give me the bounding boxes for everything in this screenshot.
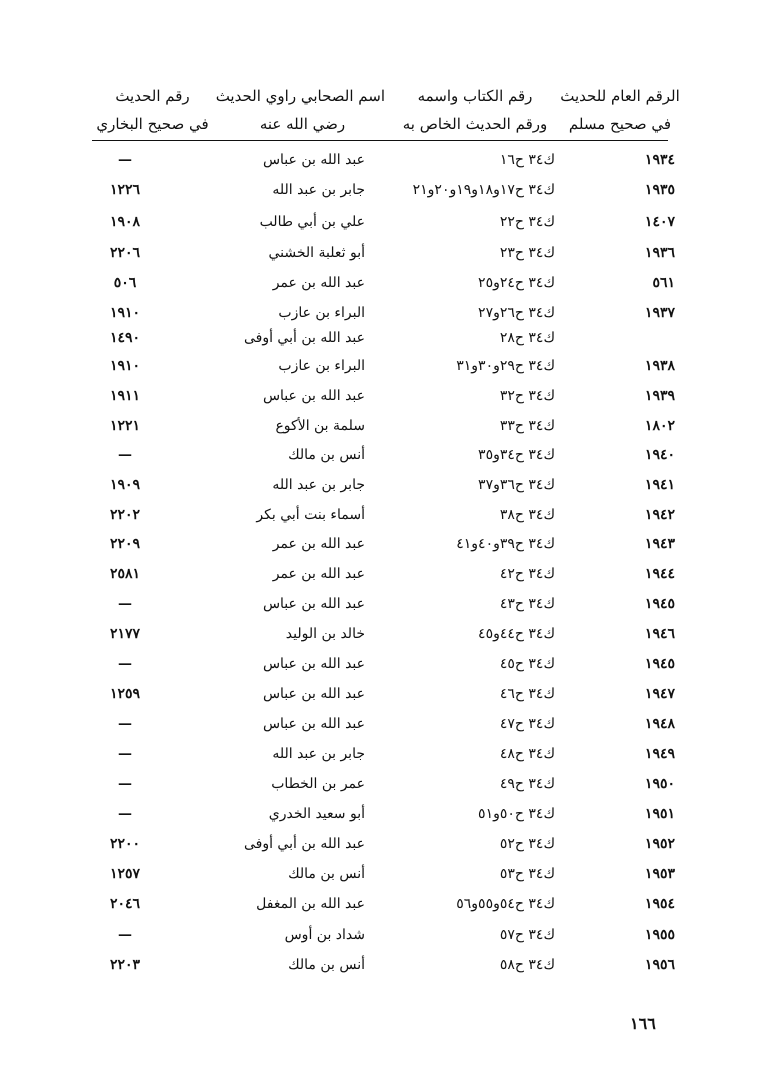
book-number-cell: ك٣٤ ح٢٩و٣٠و٣١ <box>456 358 555 374</box>
companion-name-cell: سلمة بن الأكوع <box>275 418 365 434</box>
companion-name-cell: عبد الله بن عباس <box>262 388 365 404</box>
header-muslim-number <box>560 82 680 138</box>
header-companion <box>215 82 385 138</box>
companion-name-cell: عبد الله بن عباس <box>262 686 365 702</box>
bukhari-number-cell: ٢١٧٧ <box>109 626 141 642</box>
header-bukhari-number <box>95 82 210 138</box>
bukhari-number-cell: ٢٢٠٩ <box>109 536 141 552</box>
book-number-cell: ك٣٤ ح٥٧ <box>499 927 555 943</box>
book-number-cell: ك٣٤ ح٢٨ <box>499 330 555 346</box>
header-line: رقم الكتاب واسمه <box>417 87 533 105</box>
header-line: في صحيح مسلم <box>568 115 672 133</box>
table-row <box>0 323 765 353</box>
bukhari-number-cell: — <box>118 716 132 732</box>
companion-name-cell: خالد بن الوليد <box>285 626 365 642</box>
companion-name-cell: أبو سعيد الخدري <box>268 806 365 822</box>
muslim-number-cell: ١٤٠٧ <box>644 214 675 230</box>
muslim-number-cell: ١٩٤١ <box>644 477 675 493</box>
companion-name-cell: أنس بن مالك <box>288 957 365 973</box>
muslim-number-cell: ١٩٣٧ <box>644 305 675 321</box>
muslim-number-cell: ١٩٤٢ <box>644 507 675 523</box>
companion-name-cell: عبد الله بن المغفل <box>256 896 365 912</box>
muslim-number-cell: ١٩٣٦ <box>644 245 675 261</box>
table-row <box>0 381 765 411</box>
page-number: ١٦٦ <box>630 1014 656 1033</box>
book-number-cell: ك٣٤ ح٢٤و٢٥ <box>478 275 555 291</box>
table-row <box>0 559 765 589</box>
header-line: ورقم الحديث الخاص به <box>402 115 548 133</box>
table-row <box>0 950 765 980</box>
bukhari-number-cell: — <box>118 927 132 943</box>
table-row <box>0 920 765 950</box>
table-row <box>0 207 765 237</box>
bukhari-number-cell: ٥٠٦ <box>113 275 137 291</box>
table-row <box>0 529 765 559</box>
header-book-number <box>395 82 555 138</box>
book-number-cell: ك٣٤ ح٤٥ <box>499 656 555 672</box>
companion-name-cell: شداد بن أوس <box>284 927 365 943</box>
bukhari-number-cell: ٢٢٠٠ <box>109 836 141 852</box>
muslim-number-cell: ١٩٣٤ <box>644 152 675 168</box>
companion-name-cell: البراء بن عازب <box>278 305 365 321</box>
header-line: الرقم العام للحديث <box>560 87 680 105</box>
table-row <box>0 268 765 298</box>
muslim-number-cell: ١٩٤٩ <box>644 746 675 762</box>
book-number-cell: ك٣٤ ح٥٣ <box>499 866 555 882</box>
bukhari-number-cell: — <box>118 152 132 168</box>
companion-name-cell: علي بن أبي طالب <box>259 214 365 230</box>
bukhari-number-cell: ١٢٢٦ <box>109 182 141 198</box>
book-number-cell: ك٣٤ ح١٦ <box>499 152 555 168</box>
muslim-number-cell: ١٩٤٥ <box>644 656 675 672</box>
companion-name-cell: جابر بن عبد الله <box>272 182 365 198</box>
book-number-cell: ك٣٤ ح٣٣ <box>499 418 555 434</box>
book-number-cell: ك٣٤ ح٤٣ <box>499 596 555 612</box>
book-number-cell: ك٣٤ ح٣٢ <box>499 388 555 404</box>
bukhari-number-cell: ٢٥٨١ <box>109 566 141 582</box>
bukhari-number-cell: ١٩١٠ <box>109 358 141 374</box>
companion-name-cell: عبد الله بن أبي أوفى <box>243 330 365 346</box>
bukhari-number-cell: ٢٢٠٣ <box>109 957 141 973</box>
companion-name-cell: عبد الله بن عباس <box>262 656 365 672</box>
table-row <box>0 649 765 679</box>
book-number-cell: ك٣٤ ح٣٩و٤٠و٤١ <box>456 536 555 552</box>
table-row <box>0 500 765 530</box>
table-row <box>0 145 765 175</box>
header-line: في صحيح البخاري <box>96 115 209 133</box>
muslim-number-cell: ١٩٤٣ <box>644 536 675 552</box>
muslim-number-cell: ١٩٥١ <box>644 806 675 822</box>
table-row <box>0 440 765 470</box>
table-row <box>0 679 765 709</box>
header-line: رقم الحديث <box>115 87 190 105</box>
companion-name-cell: أسماء بنت أبي بكر <box>256 507 365 523</box>
bukhari-number-cell: ٢٠٤٦ <box>109 896 141 912</box>
table-row <box>0 470 765 500</box>
companion-name-cell: أبو ثعلبة الخشني <box>268 245 365 261</box>
bukhari-number-cell: ١٩١٠ <box>109 305 141 321</box>
book-number-cell: ك٣٤ ح٥٤و٥٥و٥٦ <box>456 896 555 912</box>
bukhari-number-cell: ١٤٩٠ <box>109 330 141 346</box>
muslim-number-cell: ١٩٣٩ <box>644 388 675 404</box>
book-number-cell: ك٣٤ ح٤٧ <box>499 716 555 732</box>
muslim-number-cell: ١٩٤٤ <box>644 566 675 582</box>
book-number-cell: ك٣٤ ح١٧و١٨و١٩و٢٠و٢١ <box>412 182 555 198</box>
muslim-number-cell: ١٩٥٦ <box>644 957 675 973</box>
companion-name-cell: عبد الله بن عباس <box>262 596 365 612</box>
companion-name-cell: عبد الله بن عباس <box>262 716 365 732</box>
table-row <box>0 889 765 919</box>
table-row <box>0 411 765 441</box>
table-row <box>0 859 765 889</box>
book-number-cell: ك٣٤ ح٤٨ <box>499 746 555 762</box>
book-number-cell: ك٣٤ ح٢٢ <box>499 214 555 230</box>
muslim-number-cell: ١٨٠٢ <box>644 418 675 434</box>
bukhari-number-cell: — <box>118 776 132 792</box>
book-number-cell: ك٣٤ ح٢٣ <box>499 245 555 261</box>
bukhari-number-cell: — <box>118 746 132 762</box>
table-row <box>0 619 765 649</box>
bukhari-number-cell: ١٩٠٩ <box>109 477 141 493</box>
muslim-number-cell: ١٩٤٦ <box>644 626 675 642</box>
muslim-number-cell: ١٩٥٠ <box>644 776 675 792</box>
bukhari-number-cell: ٢٢٠٢ <box>109 507 141 523</box>
companion-name-cell: عبد الله بن عمر <box>272 275 365 291</box>
header-line: اسم الصحابي راوي الحديث <box>215 87 385 105</box>
bukhari-number-cell: ١٢٢١ <box>109 418 141 434</box>
muslim-number-cell: ١٩٥٣ <box>644 866 675 882</box>
muslim-number-cell: ١٩٥٥ <box>644 927 675 943</box>
companion-name-cell: عبد الله بن عمر <box>272 536 365 552</box>
table-row <box>0 739 765 769</box>
companion-name-cell: عمر بن الخطاب <box>271 776 365 792</box>
bukhari-number-cell: — <box>118 656 132 672</box>
bukhari-number-cell: ١٩١١ <box>109 388 141 404</box>
book-number-cell: ك٣٤ ح٥٢ <box>499 836 555 852</box>
companion-name-cell: جابر بن عبد الله <box>272 746 365 762</box>
book-number-cell: ك٣٤ ح٤٦ <box>499 686 555 702</box>
muslim-number-cell: ١٩٣٥ <box>644 182 675 198</box>
book-number-cell: ك٣٤ ح٤٩ <box>499 776 555 792</box>
book-number-cell: ك٣٤ ح٢٦و٢٧ <box>478 305 555 321</box>
table-row <box>0 351 765 381</box>
muslim-number-cell: ١٩٤٥ <box>644 596 675 612</box>
muslim-number-cell: ١٩٣٨ <box>644 358 675 374</box>
muslim-number-cell: ١٩٤٧ <box>644 686 675 702</box>
book-number-cell: ك٣٤ ح٣٨ <box>499 507 555 523</box>
muslim-number-cell: ١٩٥٤ <box>644 896 675 912</box>
header-divider <box>92 140 668 141</box>
book-number-cell: ك٣٤ ح٥٠و٥١ <box>478 806 555 822</box>
book-number-cell: ك٣٤ ح٤٢ <box>499 566 555 582</box>
table-row <box>0 238 765 268</box>
muslim-number-cell: ١٩٥٢ <box>644 836 675 852</box>
book-number-cell: ك٣٤ ح٣٤و٣٥ <box>478 447 555 463</box>
table-row <box>0 799 765 829</box>
table-row <box>0 769 765 799</box>
header-line: رضي الله عنه <box>259 115 346 133</box>
companion-name-cell: عبد الله بن عباس <box>262 152 365 168</box>
bukhari-number-cell: — <box>118 447 132 463</box>
companion-name-cell: البراء بن عازب <box>278 358 365 374</box>
bukhari-number-cell: ١٢٥٩ <box>109 686 141 702</box>
bukhari-number-cell: ١٩٠٨ <box>109 214 141 230</box>
bukhari-number-cell: ٢٢٠٦ <box>109 245 141 261</box>
bukhari-number-cell: ١٢٥٧ <box>109 866 141 882</box>
companion-name-cell: جابر بن عبد الله <box>272 477 365 493</box>
companion-name-cell: عبد الله بن أبي أوفى <box>243 836 365 852</box>
book-number-cell: ك٣٤ ح٣٦و٣٧ <box>478 477 555 493</box>
bukhari-number-cell: — <box>118 806 132 822</box>
book-number-cell: ك٣٤ ح٥٨ <box>499 957 555 973</box>
companion-name-cell: أنس بن مالك <box>288 866 365 882</box>
muslim-number-cell: ٥٦١ <box>652 275 675 291</box>
table-row <box>0 175 765 205</box>
table-row <box>0 829 765 859</box>
companion-name-cell: أنس بن مالك <box>288 447 365 463</box>
bukhari-number-cell: — <box>118 596 132 612</box>
table-row <box>0 589 765 619</box>
book-number-cell: ك٣٤ ح٤٤و٤٥ <box>478 626 555 642</box>
companion-name-cell: عبد الله بن عمر <box>272 566 365 582</box>
muslim-number-cell: ١٩٤٠ <box>644 447 675 463</box>
muslim-number-cell: ١٩٤٨ <box>644 716 675 732</box>
table-row <box>0 709 765 739</box>
